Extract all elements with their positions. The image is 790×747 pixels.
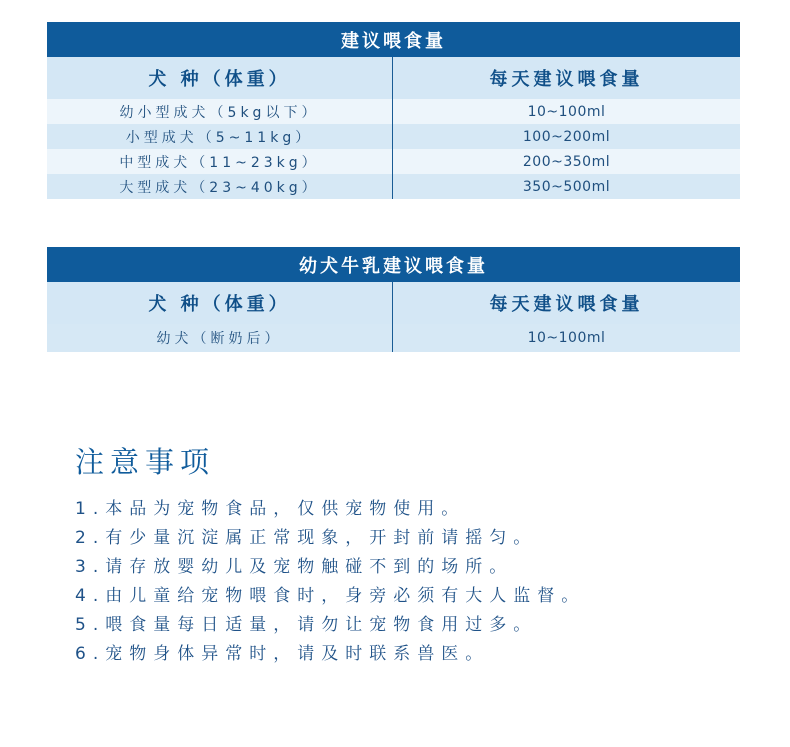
feeding-table-title: 建议喂食量 [47,22,740,57]
note-item: 1.本品为宠物食品，仅供宠物使用。 [75,499,466,519]
amount-cell: 100~200ml [392,124,740,149]
table-row [47,124,740,149]
note-item: 4.由儿童给宠物喂食时，身旁必须有大人监督。 [75,586,586,606]
breed-cell: 幼犬（断奶后） [156,331,283,347]
header-breed: 犬 种（体重） [148,294,291,315]
puppy-milk-table-header [47,282,740,324]
feeding-table-header [47,57,740,99]
header-amount: 每天建议喂食量 [392,57,740,99]
notes-section [75,440,585,669]
breed-cell: 大型成犬（23~40kg） [119,179,320,196]
amount-cell: 200~350ml [392,149,740,174]
note-item: 2.有少量沉淀属正常现象，开封前请摇匀。 [75,528,538,548]
breed-cell: 中型成犬（11~23kg） [119,154,320,171]
puppy-milk-table-title: 幼犬牛乳建议喂食量 [47,247,740,282]
table-row [47,99,740,124]
table-row [47,149,740,174]
feeding-table [47,22,740,199]
note-item: 3.请存放婴幼儿及宠物触碰不到的场所。 [75,557,514,577]
amount-cell: 10~100ml [392,99,740,124]
header-breed: 犬 种（体重） [148,69,291,90]
note-item: 6.宠物身体异常时，请及时联系兽医。 [75,644,490,664]
puppy-milk-table [47,247,740,352]
notes-title: 注意事项 [75,445,216,479]
note-item: 5.喂食量每日适量，请勿让宠物食用过多。 [75,615,538,635]
breed-cell: 小型成犬（5~11kg） [125,129,314,146]
amount-cell: 350~500ml [392,174,740,199]
table-row [47,174,740,199]
breed-cell: 幼小型成犬（5kg以下） [119,104,320,121]
header-amount: 每天建议喂食量 [392,282,740,324]
table-row [47,324,740,352]
amount-cell: 10~100ml [392,324,740,352]
